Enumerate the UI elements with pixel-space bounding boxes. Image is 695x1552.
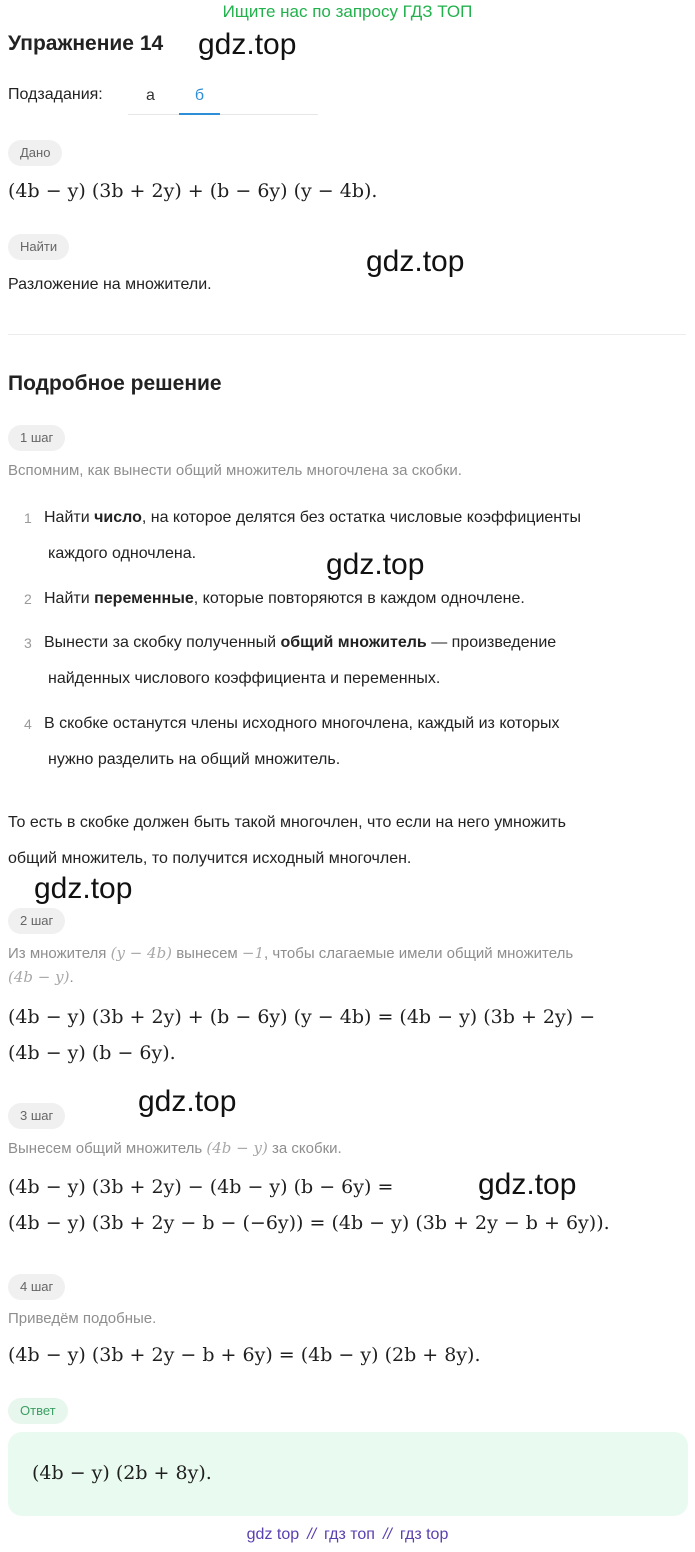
step-3-note — [8, 1139, 342, 1157]
footer-separator: // — [307, 1526, 317, 1543]
given-badge-label: Дано — [8, 140, 62, 166]
watermark: gdz.top — [198, 28, 297, 61]
footer-link-gdz-top-mixed[interactable]: гдз top — [399, 1526, 449, 1543]
note-text: за скобки. — [267, 1140, 342, 1157]
list-item — [24, 706, 684, 787]
answer-box — [8, 1432, 688, 1516]
watermark: gdz.top — [478, 1168, 577, 1201]
list-item-continuation: нужно разделить на общий множитель. — [48, 751, 341, 768]
watermark: gdz.top — [366, 245, 465, 278]
given-expression: (4b − y) (3b + 2y) + (b − 6y) (y − 4b). — [8, 180, 378, 202]
step-2-note-line-2 — [8, 968, 74, 986]
footer-separator: // — [382, 1526, 392, 1543]
watermark: gdz.top — [138, 1085, 237, 1118]
step-2-note — [8, 944, 688, 962]
note-math: −1 — [241, 944, 265, 962]
list-item-number: 3 — [24, 635, 32, 651]
step-2-badge-label: 2 шаг — [8, 908, 65, 934]
step-4-badge — [8, 1274, 65, 1300]
footer-link-gdz-top[interactable]: gdz top — [246, 1526, 300, 1543]
list-item-bold: число — [94, 509, 142, 526]
step-3-expression-line-1: (4b − y) (3b + 2y) − (4b − y) (b − 6y) = — [8, 1176, 394, 1198]
section-divider — [8, 334, 686, 335]
step-1-intro: Вспомним, как вынести общий множитель многочлена за скобки. — [8, 462, 462, 479]
note-text: вынесем — [172, 945, 242, 962]
given-badge — [8, 140, 62, 166]
step-1-badge-label: 1 шаг — [8, 425, 65, 451]
answer-badge-label: Ответ — [8, 1398, 68, 1424]
list-item-text — [44, 581, 525, 617]
list-item-text-part: Найти — [44, 509, 95, 526]
exercise-title: Упражнение 14 — [8, 32, 164, 55]
note-text: Вынесем общий множитель — [8, 1140, 207, 1157]
step-3-expression-line-2: (4b − y) (3b + 2y − b − (−6y)) = (4b − y) (3b + 2y − b + 6y)). — [8, 1212, 610, 1234]
list-item — [24, 625, 684, 706]
list-item-text-part: , которые повторяются в каждом одночлене. — [193, 590, 525, 607]
step-1-outro-line-1: То есть в скобке должен быть такой многочлен, что если на него умножить — [8, 814, 566, 831]
top-search-link[interactable]: Ищите нас по запросу ГДЗ ТОП — [222, 2, 473, 21]
step-3-badge-label: 3 шаг — [8, 1103, 65, 1129]
note-math: (4b − y) — [8, 968, 70, 986]
list-item-number: 4 — [24, 716, 32, 732]
step-1-outro-line-2: общий множитель, то получится исходный многочлен. — [8, 850, 412, 867]
solution-title: Подробное решение — [8, 372, 222, 395]
footer-links — [0, 1526, 695, 1544]
step-4-expression: (4b − y) (3b + 2y − b + 6y) = (4b − y) (2b + 8y). — [8, 1344, 481, 1366]
list-item-text — [44, 500, 581, 536]
find-badge — [8, 234, 69, 260]
watermark: gdz.top — [326, 548, 425, 581]
answer-badge — [8, 1398, 68, 1424]
list-item — [24, 581, 684, 625]
list-item-text-part: — произведение — [426, 634, 557, 651]
list-item-number: 2 — [24, 591, 32, 607]
step-2-expression-line-1: (4b − y) (3b + 2y) + (b − 6y) (y − 4b) = (4b − y) (3b + 2y) − — [8, 1006, 596, 1028]
list-item-text-part: , на которое делятся без остатка числовые коэффициенты — [141, 509, 581, 526]
note-math: (4b − y) — [206, 1139, 268, 1157]
answer-expression: (4b − y) (2b + 8y). — [32, 1462, 212, 1484]
list-item-text — [44, 625, 556, 661]
step-4-note: Приведём подобные. — [8, 1310, 157, 1327]
list-item-text — [44, 706, 560, 742]
note-math: (y − 4b) — [110, 944, 173, 962]
list-item-text-part: Найти — [44, 590, 95, 607]
list-item-text-part: Вынести за скобку полученный — [44, 634, 281, 651]
find-text: Разложение на множители. — [8, 276, 212, 293]
list-item-text-part: В скобке останутся члены исходного многочлена, каждый из которых — [44, 715, 560, 732]
list-item-bold: переменные — [94, 590, 194, 607]
note-text: , чтобы слагаемые имели общий множитель — [264, 945, 574, 962]
tabs-underline — [128, 114, 318, 115]
note-text: Из множителя — [8, 945, 111, 962]
find-badge-label: Найти — [8, 234, 69, 260]
note-text: . — [69, 969, 74, 986]
step-1-badge — [8, 425, 65, 451]
tab-a[interactable]: а — [146, 87, 155, 104]
step-4-badge-label: 4 шаг — [8, 1274, 65, 1300]
list-item-number: 1 — [24, 510, 32, 526]
footer-link-gdz-top-ru[interactable]: гдз топ — [324, 1526, 375, 1543]
watermark: gdz.top — [34, 872, 133, 905]
subtasks-label: Подзадания: — [8, 86, 103, 103]
list-item-continuation: найденных числового коэффициента и переменных. — [48, 670, 441, 687]
step-3-badge — [8, 1103, 65, 1129]
step-1-list — [24, 500, 684, 787]
step-2-badge — [8, 908, 65, 934]
step-2-expression-line-2: (4b − y) (b − 6y). — [8, 1042, 176, 1064]
list-item-continuation: каждого одночлена. — [48, 545, 197, 562]
tab-b[interactable]: б — [179, 84, 220, 115]
list-item-bold: общий множитель — [280, 634, 427, 651]
